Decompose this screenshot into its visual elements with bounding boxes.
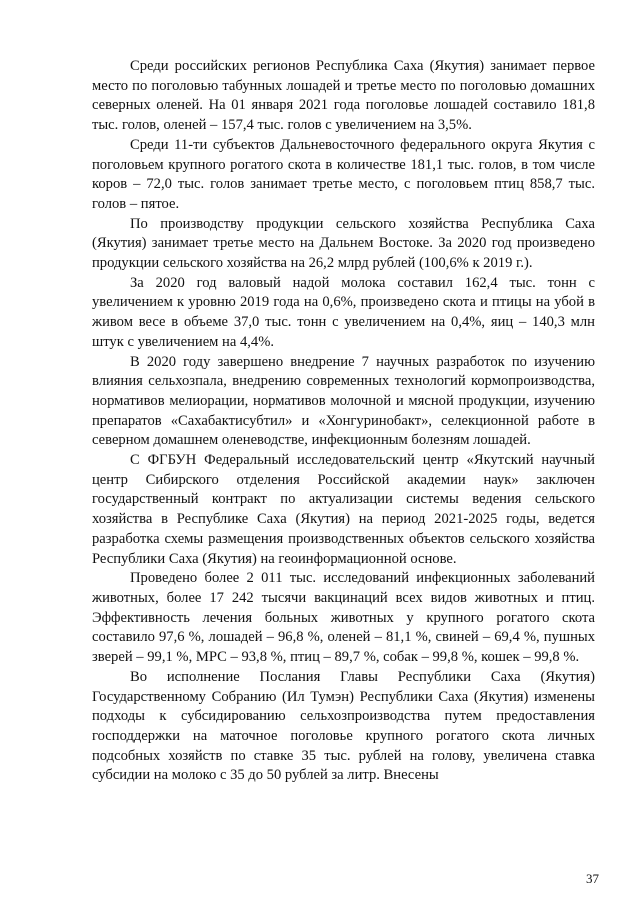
paragraph-milk-yield: За 2020 год валовый надой молока составил 162,4 тыс. тонн с увеличением к уровню 2019 года на 0,6%, произведено скота и птицы на убой в живом весе в объеме 37,0 тыс. тонн с увеличением на 0,4%, яиц – 140,3 млн штук с увеличением на 4,4%. [92, 274, 595, 350]
paragraph-scientific-developments: В 2020 году завершено внедрение 7 научных разработок по изучению влияния сельхозпала, внедрению современных технологий кормопроизводства, нормативов мелиорации, нормативов молочной и мясной продукции, изучению препаратов «Сахабактисубтил» и «Хонгуринобакт», селекционной работе в северном домашнем оленеводстве, инфекционным болезням лошадей. [92, 353, 595, 449]
paragraph-subsidy-changes: Во исполнение Послания Главы Республики Саха (Якутия) Государственному Собранию (Ил Тумэн) Республики Саха (Якутия) изменены подходы к субсидированию сельхозпроизводства путем предоставления господдержки на маточное поголовье крупного рогатого скота личных подсобных хозяйств по ставке 35 тыс. рублей на голову, увеличена ставка субсидии на молоко с 35 до 50 рублей за литр. Внесены [92, 668, 595, 784]
page-number: 37 [586, 871, 599, 886]
document-body [92, 57, 595, 786]
paragraph-agricultural-production: По производству продукции сельского хозяйства Республика Саха (Якутия) занимает третье место на Дальнем Востоке. За 2020 год произведено продукции сельского хозяйства на 26,2 млрд рублей (100,6% к 2019 г.). [92, 215, 595, 272]
paragraph-research-center-contract: С ФГБУН Федеральный исследовательский центр «Якутский научный центр Сибирского отделения Российской академии наук» заключен государственный контракт по актуализации системы ведения сельского хозяйства в Республике Саха (Якутия) на период 2021-2025 годы, ведется разработка схемы размещения производственных объектов сельского хозяйства Республики Саха (Якутия) на геоинформационной основе. [92, 452, 595, 567]
paragraph-far-east-livestock: Среди 11-ти субъектов Дальневосточного федерального округа Якутия с поголовьем крупного рогатого скота в количестве 181,1 тыс. голов, в том числе коров – 72,0 тыс. голов занимает третье место, с поголовьем птиц 858,7 тыс. голов – пятое. [92, 136, 595, 212]
paragraph-regional-ranking: Среди российских регионов Республика Саха (Якутия) занимает первое место по поголовью табунных лошадей и третье место по поголовью домашних северных оленей. На 01 января 2021 года поголовье лошадей составило 181,8 тыс. голов, оленей – 157,4 тыс. голов с увеличением на 3,5%. [92, 58, 595, 134]
paragraph-veterinary-statistics: Проведено более 2 011 тыс. исследований инфекционных заболеваний животных, более 17 242 тысячи вакцинаций всех видов животных и птиц. Эффективность лечения больных животных у крупного рогатого скота составило 97,6 %, лошадей – 96,8 %, оленей – 81,1 %, свиней – 69,4 %, пушных зверей – 99,1 %, МРС – 93,8 %, птиц – 89,7 %, собак – 99,8 %, кошек – 99,8 %. [92, 570, 595, 666]
